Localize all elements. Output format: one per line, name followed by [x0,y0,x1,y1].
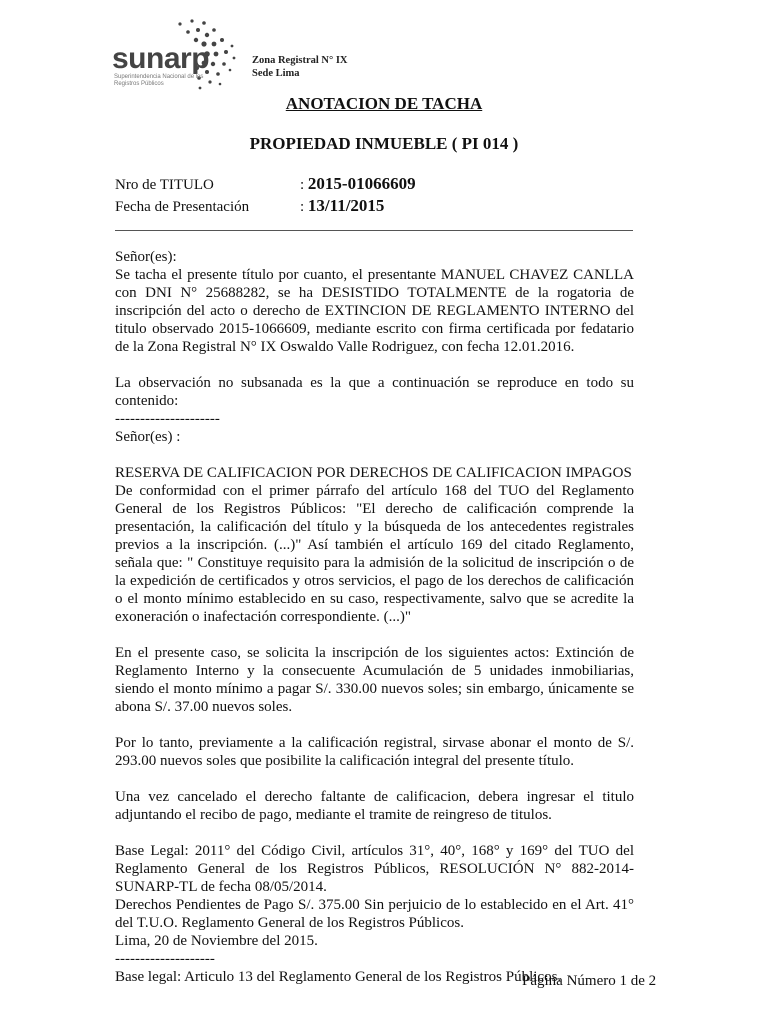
titulo-field: : 2015-01066609 [300,174,416,193]
separator-dashes-1: --------------------- [115,411,220,427]
fecha-label: Fecha de Presentación [115,199,250,215]
paragraph-observacion: La observación no subsanada es la que a continuación se reproduce en todo su contenido: [115,375,634,409]
fecha-field: : 13/11/2015 [300,196,385,215]
paragraph-derechos: Derechos Pendientes de Pago S/. 375.00 Sin perjuicio de lo establecido en el Art. 41° del T.U.O. Reglamento General de los Registros Públicos. [115,897,634,931]
header [112,18,372,98]
fecha-value: 13/11/2015 [307,196,385,215]
document-title: ANOTACION DE TACHA [285,94,483,113]
page-number: Página Número 1 de 2 [522,973,657,989]
paragraph-caso: En el presente caso, se solicita la inscripción de los siguientes actos: Extinción de Reglamento Interno y la consecuente Acumulación de 5 unidades inmobiliarias, siendo el monto mínimo a pagar S/. 330.00 nuevos soles; sin embargo, únicamente se abona S/. 37.00 nuevos soles. [115,645,634,715]
body-text [115,248,634,986]
titulo-value: 2015-01066609 [307,174,416,193]
paragraph-por-tanto: Por lo tanto, previamente a la calificación registral, sirvase abonar el monto de S/. 293.00 nuevos soles que posibilite la calificación integral del presente título. [115,735,634,769]
zona-line-2: Sede Lima [252,68,300,79]
document-subtitle: PROPIEDAD INMUEBLE ( PI 014 ) [249,134,519,153]
greeting-2: Señor(es) : [115,429,181,445]
zona-registral [252,54,348,80]
titulo-label: Nro de TITULO [115,177,214,193]
paragraph-base-legal: Base Legal: 2011° del Código Civil, artículos 31°, 40°, 168° y 169° del TUO del Reglamento General de los Registros Públicos, RESOLUCIÓN N° 882-2014-SUNARP-TL de fecha 08/05/2014. [115,843,634,895]
zona-line-1: Zona Registral N° IX [252,55,348,66]
logo-text: sunarp [112,42,210,75]
paragraph-tacha: Se tacha el presente título por cuanto, el presentante MANUEL CHAVEZ CANLLA con DNI N° 25688282, se ha DESISTIDO TOTALMENTE de la rogatoria de inscripción del acto o derecho de EXTINCION DE REGLAMENTO INTERNO del titulo observado 2015-1066609, mediante escrito con firma certificada por fedatario de la Zona Registral N° IX Oswaldo Valle Rodriguez, con fecha 12.01.2016. [115,267,634,355]
divider-line [115,230,633,231]
greeting-1: Señor(es): [115,249,177,265]
separator-dashes-2: -------------------- [115,951,215,967]
date-line: Lima, 20 de Noviembre del 2015. [115,933,318,949]
paragraph-reserva: De conformidad con el primer párrafo del artículo 168 del TUO del Reglamento General de los Registros Públicos: "El derecho de calificación comprende la presentación, la calificación del título y la búsqueda de los antecedentes registrales previos a la inscripción. (...)" Así también el artículo 169 del citado Reglamento, señala que: " Constituye requisito para la admisión de la solicitud de inscripción o de la expedición de certificados y otros servicios, el pago de los derechos de calificación o el monto mínimo establecido en su caso, respectivamente, salvo que se acredite la exoneración o inafectación correspondiente. (...)" [115,483,634,625]
reserva-heading: RESERVA DE CALIFICACION POR DERECHOS DE CALIFICACION IMPAGOS [115,465,632,481]
paragraph-una-vez: Una vez cancelado el derecho faltante de calificacion, debera ingresar el titulo adjuntando el recibo de pago, mediante el tramite de reingreso de titulos. [115,789,634,823]
paragraph-base-legal-2: Base legal: Articulo 13 del Reglamento General de los Registros Públicos. [115,969,562,985]
logo-subtitle: Superintendencia Nacional de los Registros Públicos [114,74,204,87]
